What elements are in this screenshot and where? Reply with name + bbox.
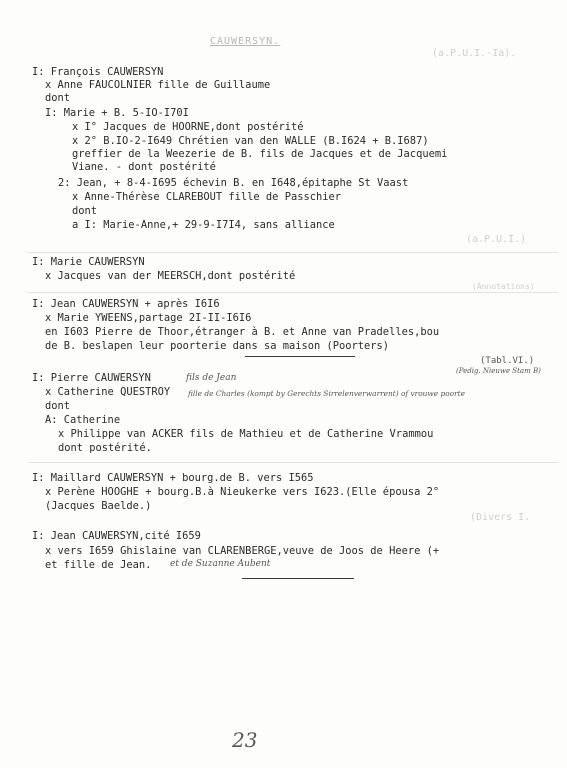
entry-line: x I° Jacques de HOORNE,dont postérité (72, 121, 304, 133)
entry-line: x Jacques van der MEERSCH,dont postérité (45, 270, 296, 282)
entry-line: x Marie YWEENS,partage 2I-II-I6I6 (45, 312, 252, 324)
entry-line: I: Maillard CAUWERSYN + bourg.de B. vers I565 (32, 472, 314, 484)
entry-line: x Catherine QUESTROY (45, 386, 171, 398)
entry-line: dont (45, 92, 71, 104)
archive-stamp: (Pedig. Nieuwe Stam B) (456, 367, 541, 375)
underline-rule (245, 356, 355, 357)
page-number: 23 (232, 728, 258, 752)
divider (28, 462, 558, 463)
entry-line: I: Marie + B. 5-IO-I70I (45, 107, 189, 119)
entry-line: x Anne-Thérèse CLAREBOUT fille de Passchier (72, 191, 341, 203)
archive-stamp: (a.P.U.I.) (466, 234, 527, 245)
page-title: CAUWERSYN. (210, 36, 281, 47)
entry-line: dont (72, 205, 98, 217)
entry-line: a I: Marie-Anne,+ 29-9-I7I4, sans alliance (72, 219, 335, 231)
archive-stamp: (a.P.U.I.-Ia). (432, 48, 517, 59)
divider (28, 292, 558, 293)
entry-line: I: Jean CAUWERSYN + après I6I6 (32, 298, 220, 310)
entry-line: A: Catherine (45, 414, 121, 426)
archive-stamp: (Tabl.VI.) (480, 356, 535, 366)
entry-line: 2: Jean, + 8-4-I695 échevin B. en I648,épitaphe St Vaast (58, 177, 409, 189)
entry-line: Viane. - dont postérité (72, 161, 216, 173)
divider (28, 252, 558, 253)
entry-line: I: Marie CAUWERSYN (32, 256, 145, 268)
entry-line: x Philippe van ACKER fils de Mathieu et de Catherine Vrammou (58, 428, 434, 440)
entry-line: x Anne FAUCOLNIER fille de Guillaume (45, 79, 271, 91)
entry-line: x 2° B.IO-2-I649 Chrétien van den WALLE (B.I624 + B.I687) (72, 135, 429, 147)
entry-line: de B. beslapen leur poorterie dans sa maison (Poorters) (45, 340, 390, 352)
entry-line: I: François CAUWERSYN (32, 66, 164, 78)
entry-line: dont (45, 400, 71, 412)
archive-stamp: (Annotations) (472, 282, 535, 291)
archive-stamp: (Divers I. (470, 512, 531, 523)
entry-line: x Perène HOOGHE + bourg.B.à Nieukerke vers I623.(Elle épousa 2° (45, 486, 440, 498)
entry-line: dont postérité. (58, 442, 152, 454)
entry-line: I: Pierre CAUWERSYN (32, 372, 151, 384)
handwritten-note: fille de Charles (kompt by Gerechts Sirrelenverwarrent) of vrouwe poorte (188, 389, 465, 398)
entry-line: x vers I659 Ghislaine van CLARENBERGE,veuve de Joos de Heere (+ (45, 545, 440, 557)
underline-rule (242, 578, 354, 579)
entry-line: et fille de Jean. (45, 559, 152, 571)
entry-line: greffier de la Weezerie de B. fils de Jacques et de Jacquemi (72, 148, 448, 160)
entry-line: en I603 Pierre de Thoor,étranger à B. et Anne van Pradelles,bou (45, 326, 440, 338)
handwritten-note: fils de Jean (186, 373, 237, 383)
entry-line: I: Jean CAUWERSYN,cité I659 (32, 530, 201, 542)
handwritten-note: et de Suzanne Aubent (170, 559, 271, 569)
entry-line: (Jacques Baelde.) (45, 500, 152, 512)
